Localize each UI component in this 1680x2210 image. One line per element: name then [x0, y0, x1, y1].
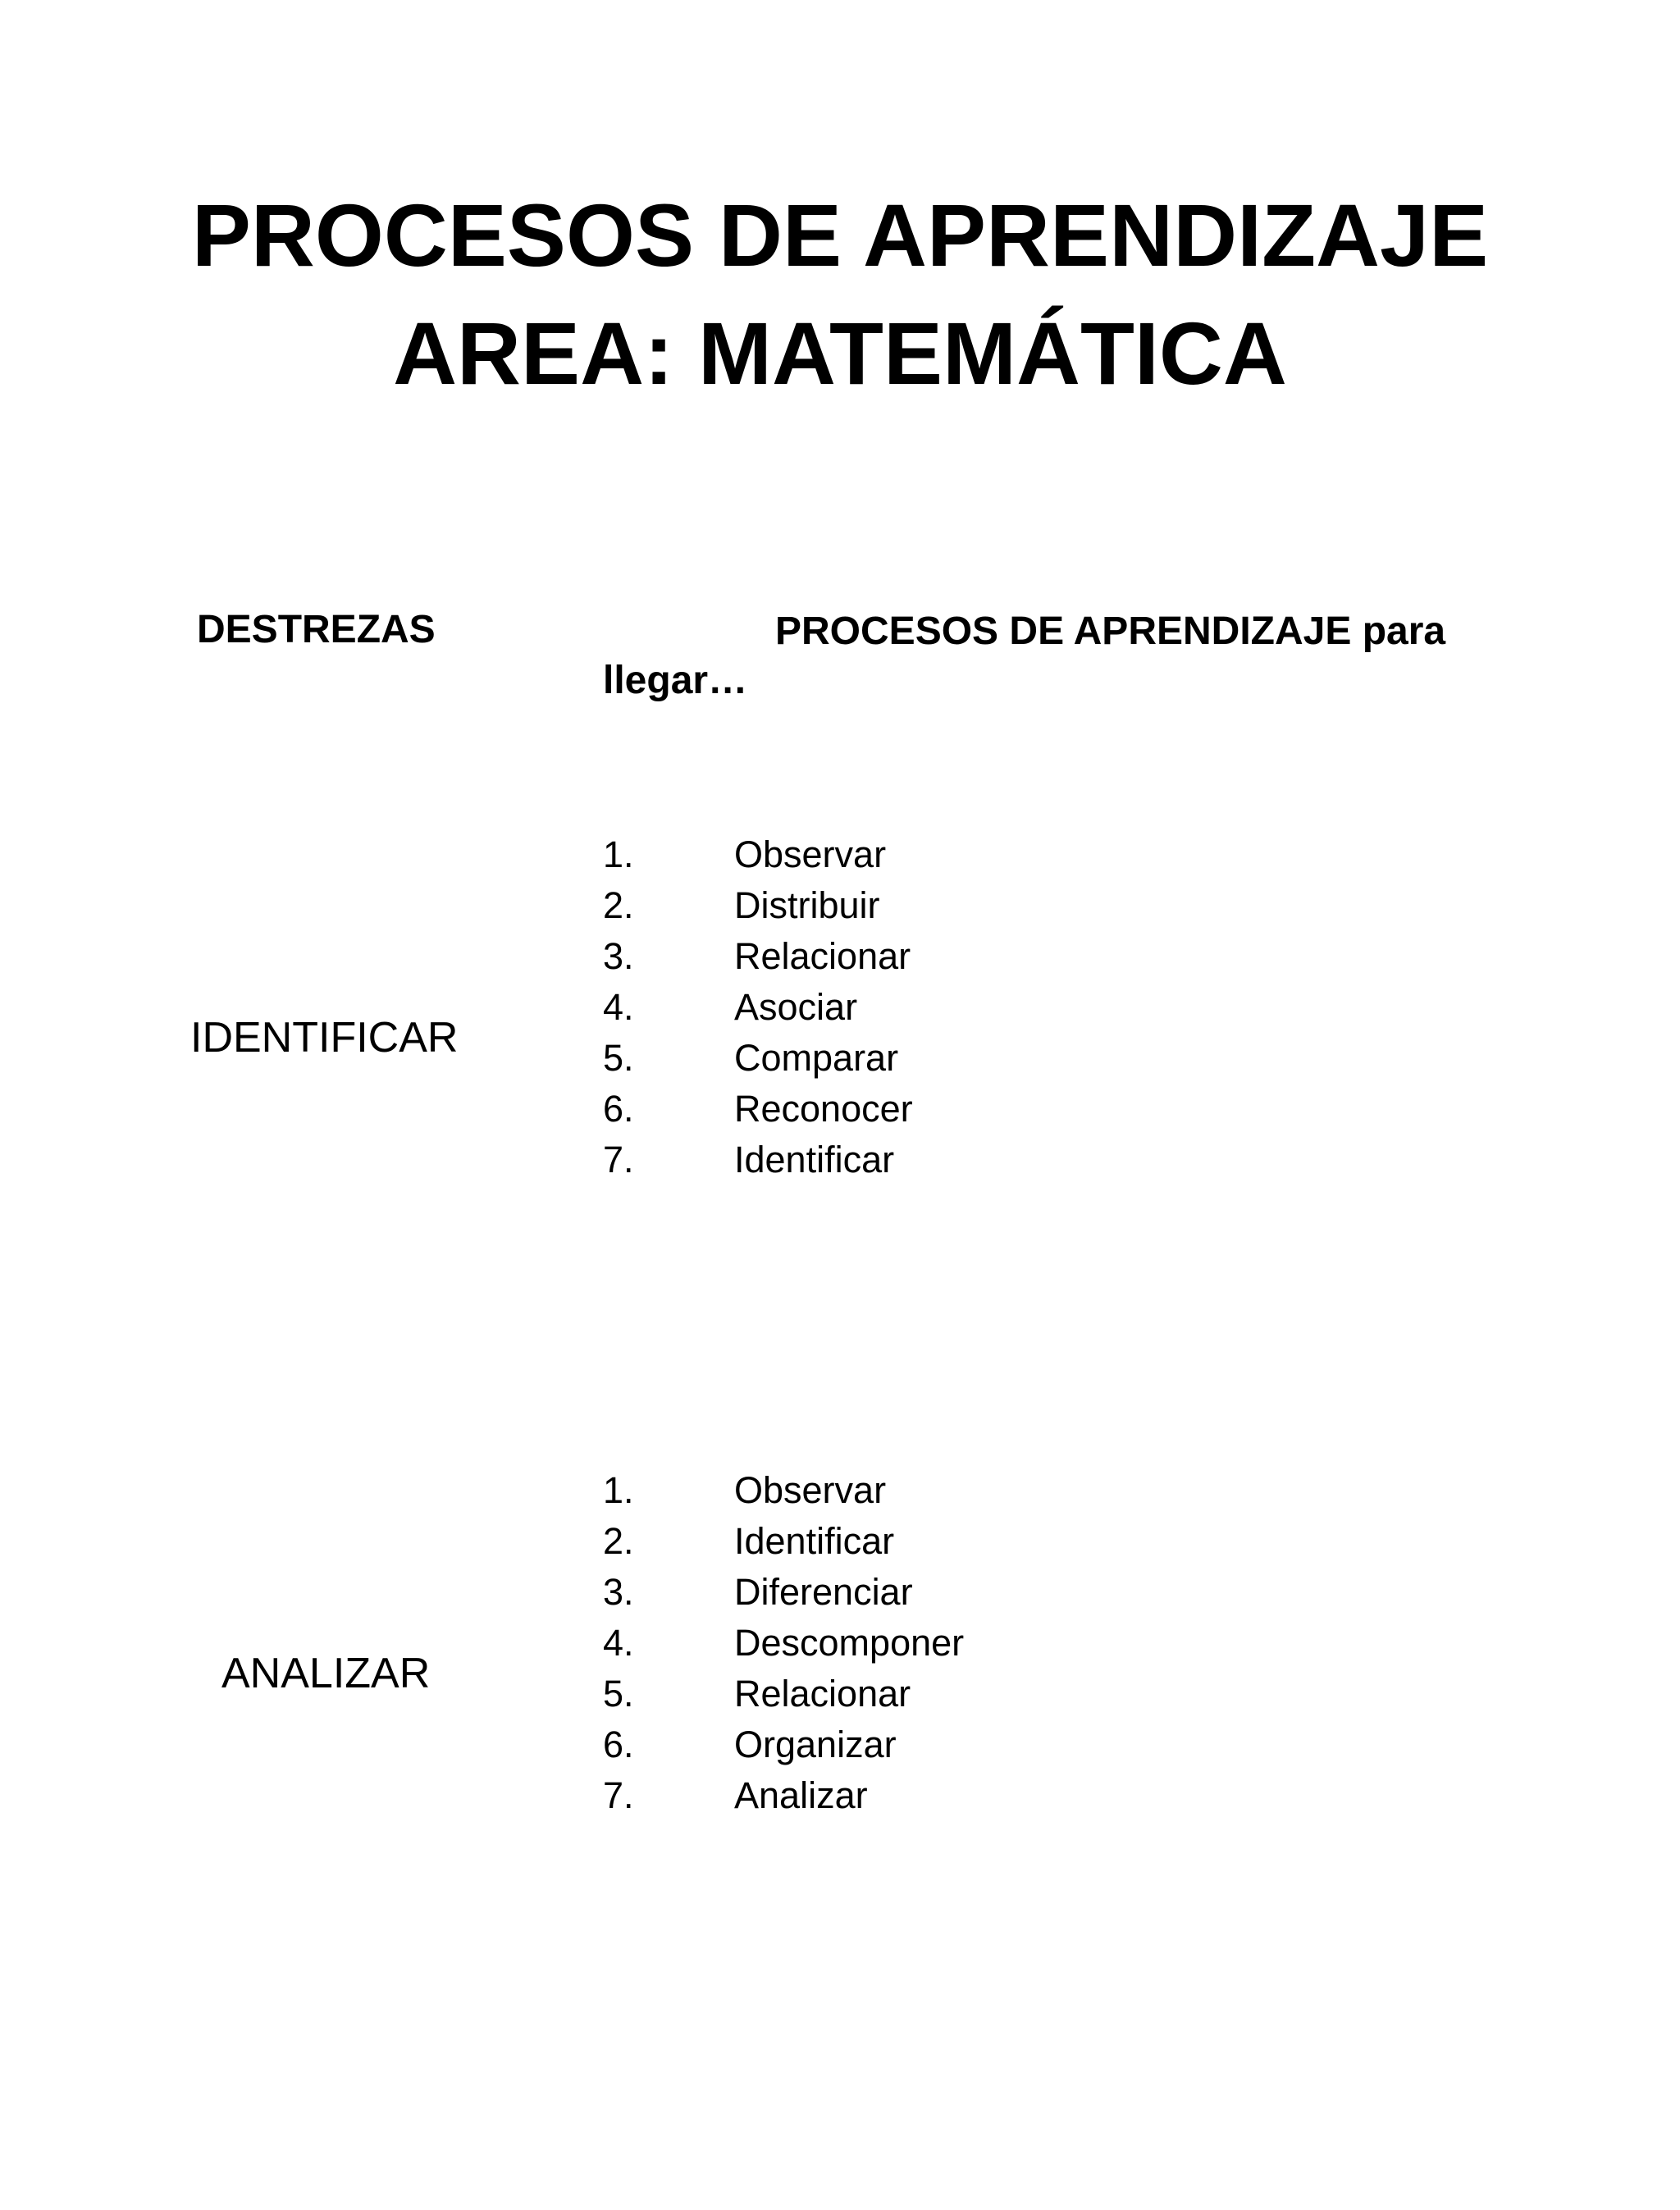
list-item-text: Relacionar — [734, 1673, 911, 1715]
title-line-1: PROCESOS DE APRENDIZAJE — [191, 185, 1489, 285]
list-item-number: 7. — [603, 1774, 634, 1816]
list-item-number: 1. — [603, 1469, 634, 1511]
skill-label-identificar: IDENTIFICAR — [190, 1014, 459, 1062]
list-item-number: 6. — [603, 1088, 634, 1130]
process-list-analizar — [603, 1469, 964, 1825]
list-item-number: 2. — [603, 884, 634, 926]
skills-column-header: DESTREZAS — [197, 608, 436, 651]
list-item-text: Diferenciar — [734, 1571, 913, 1613]
title-line-2: AREA: MATEMÁTICA — [393, 304, 1287, 403]
list-item-number: 6. — [603, 1724, 634, 1765]
list-item-text: Descomponer — [734, 1622, 965, 1664]
list-item — [603, 833, 913, 884]
list-item — [603, 1622, 964, 1673]
list-item — [603, 1469, 964, 1520]
list-item — [603, 1724, 964, 1774]
list-item-text: Analizar — [734, 1774, 868, 1816]
process-list-identificar — [603, 833, 913, 1189]
skill-label-analizar: ANALIZAR — [221, 1650, 431, 1697]
list-item-text: Organizar — [734, 1724, 897, 1765]
list-item-text: Observar — [734, 1469, 887, 1511]
page-title — [0, 176, 1680, 413]
list-item-number: 1. — [603, 833, 634, 875]
processes-column-header: PROCESOS DE APRENDIZAJE para llegar… — [603, 610, 1446, 702]
list-item — [603, 1520, 964, 1571]
list-item-number: 3. — [603, 1571, 634, 1613]
list-item-text: Reconocer — [734, 1088, 913, 1130]
list-item-number: 5. — [603, 1037, 634, 1079]
list-item-number: 2. — [603, 1520, 634, 1562]
list-item-number: 3. — [603, 935, 634, 977]
list-item — [603, 935, 913, 986]
list-item — [603, 1139, 913, 1189]
list-item — [603, 1088, 913, 1139]
list-item-number: 4. — [603, 986, 634, 1028]
list-item-text: Comparar — [734, 1037, 899, 1079]
list-item-text: Relacionar — [734, 935, 911, 977]
list-item — [603, 1037, 913, 1088]
list-item — [603, 1673, 964, 1724]
list-item-text: Observar — [734, 833, 887, 875]
list-item — [603, 986, 913, 1037]
list-item-number: 7. — [603, 1139, 634, 1180]
list-item-text: Distribuir — [734, 884, 880, 926]
list-item-number: 5. — [603, 1673, 634, 1715]
list-item-text: Identificar — [734, 1139, 895, 1180]
list-item-text: Asociar — [734, 986, 858, 1028]
list-item — [603, 1571, 964, 1622]
list-item-number: 4. — [603, 1622, 634, 1664]
list-item — [603, 1774, 964, 1825]
list-item — [603, 884, 913, 935]
list-item-text: Identificar — [734, 1520, 895, 1562]
